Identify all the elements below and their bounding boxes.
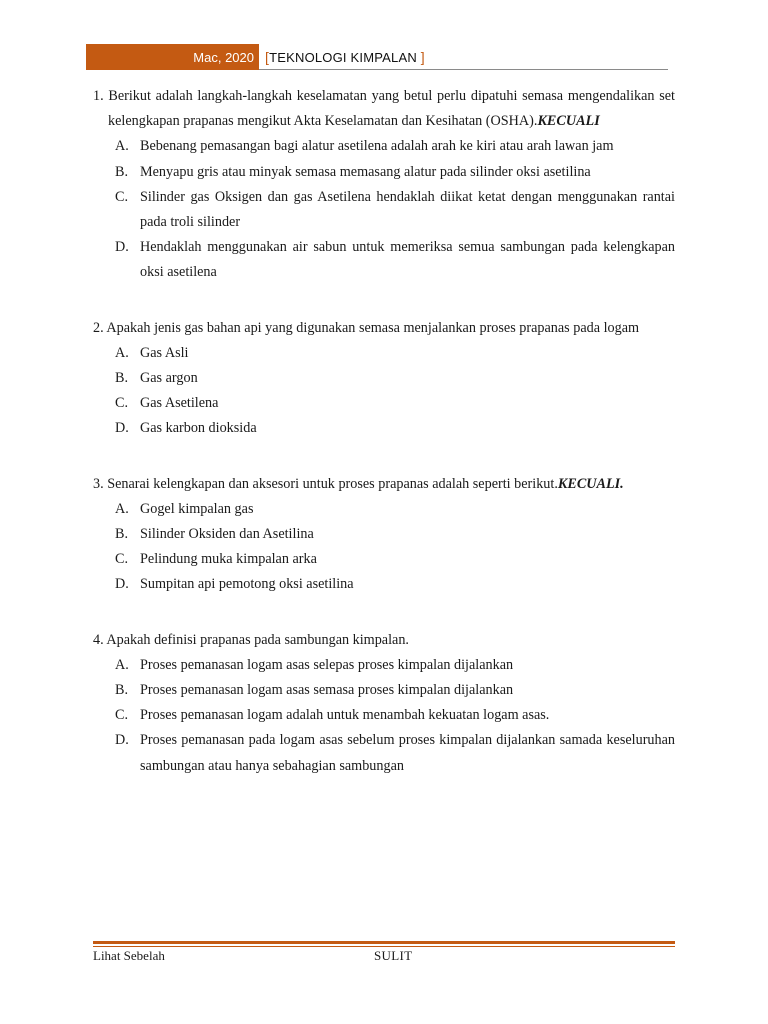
option-text: Silinder Oksiden dan Asetilina	[140, 526, 314, 543]
question-3-emphasis: KECUALI.	[557, 475, 624, 492]
header-title	[265, 44, 425, 70]
option-a	[93, 341, 675, 366]
option-letter: C.	[115, 395, 129, 412]
option-list	[93, 341, 675, 442]
option-text: Proses pemanasan logam adalah untuk menambah kekuatan logam asas.	[140, 707, 550, 724]
option-letter: A.	[115, 500, 129, 517]
option-list	[93, 497, 675, 598]
option-text: Menyapu gris atau minyak semasa memasang alatur pada silinder oksi asetilina	[140, 163, 591, 180]
option-letter: B.	[115, 163, 129, 180]
footer-center-text: SULIT	[374, 948, 413, 963]
header-rule	[259, 69, 668, 70]
option-text: Gas Asetilena	[140, 395, 219, 412]
question-2	[93, 316, 675, 442]
option-letter: C.	[115, 707, 129, 724]
option-a	[93, 134, 675, 159]
question-1-emphasis: KECUALI	[537, 113, 600, 130]
question-text	[93, 84, 675, 134]
option-letter: B.	[115, 370, 129, 387]
question-2-text: 2. Apakah jenis gas bahan api yang digunakan semasa menjalankan proses prapanas pada logam	[93, 319, 640, 336]
header-title-text: TEKNOLOGI KIMPALAN	[269, 50, 421, 65]
footer-rule-thin	[93, 946, 675, 947]
option-text: Pelindung muka kimpalan arka	[140, 551, 317, 568]
question-text	[93, 316, 675, 341]
option-text: Gas argon	[140, 370, 198, 387]
option-letter: A.	[115, 656, 129, 673]
option-d	[93, 572, 675, 597]
option-text: Proses pemanasan logam asas selepas proses kimpalan dijalankan	[140, 656, 514, 673]
option-letter: B.	[115, 526, 129, 543]
question-4	[93, 628, 675, 779]
option-text: Gas karbon dioksida	[140, 420, 257, 437]
option-text: Gas Asli	[140, 344, 189, 361]
option-c	[93, 703, 675, 728]
footer-rule-thick	[93, 941, 675, 944]
question-3	[93, 472, 675, 598]
question-3-text: 3. Senarai kelengkapan dan aksesori untuk proses prapanas adalah seperti berikut.	[93, 475, 558, 492]
option-letter: C.	[115, 551, 129, 568]
option-c	[93, 185, 675, 235]
option-letter: D.	[115, 732, 129, 749]
option-b	[93, 522, 675, 547]
option-text: Proses pemanasan pada logam asas sebelum proses kimpalan dijalankan samada keseluruhan sambungan atau hanya sebahagian sambungan	[140, 732, 675, 774]
question-1	[93, 84, 675, 286]
option-text: Bebenang pemasangan bagi alatur asetilena adalah arah ke kiri atau arah lawan jam	[140, 138, 614, 155]
question-text	[93, 628, 675, 653]
option-text: Silinder gas Oksigen dan gas Asetilena hendaklah diikat ketat dengan menggunakan rantai pada troli silinder	[140, 188, 675, 231]
option-letter: A.	[115, 344, 129, 361]
option-letter: B.	[115, 682, 129, 699]
option-d	[93, 235, 675, 285]
option-list	[93, 653, 675, 779]
option-letter: A.	[115, 138, 129, 155]
option-a	[93, 653, 675, 678]
header-date: Mac, 2020	[193, 50, 254, 65]
footer-left-text: Lihat Sebelah	[93, 948, 165, 963]
option-text: Proses pemanasan logam asas semasa proses kimpalan dijalankan	[140, 682, 514, 699]
option-letter: D.	[115, 576, 129, 593]
header-bracket-open: [	[265, 49, 270, 65]
option-c	[93, 547, 675, 572]
option-d	[93, 728, 675, 778]
option-text: Gogel kimpalan gas	[140, 500, 254, 517]
option-letter: C.	[115, 188, 129, 205]
option-list	[93, 134, 675, 285]
question-text	[93, 472, 675, 497]
option-a	[93, 497, 675, 522]
question-4-text: 4. Apakah definisi prapanas pada sambungan kimpalan.	[93, 631, 409, 648]
question-list	[93, 84, 675, 809]
option-text: Sumpitan api pemotong oksi asetilina	[140, 576, 354, 593]
option-letter: D.	[115, 420, 129, 437]
header-bracket-close: ]	[420, 49, 425, 65]
option-b	[93, 678, 675, 703]
option-c	[93, 391, 675, 416]
option-b	[93, 366, 675, 391]
option-text: Hendaklah menggunakan air sabun untuk memeriksa semua sambungan pada kelengkapan oksi asetilena	[140, 239, 675, 281]
option-d	[93, 416, 675, 441]
option-b	[93, 160, 675, 185]
option-letter: D.	[115, 239, 129, 256]
question-1-text: 1. Berikut adalah langkah-langkah keselamatan yang betul perlu dipatuhi semasa mengendalikan set kelengkapan prapanas mengikut Akta Keselamatan dan Kesihatan (OSHA).	[93, 88, 675, 130]
